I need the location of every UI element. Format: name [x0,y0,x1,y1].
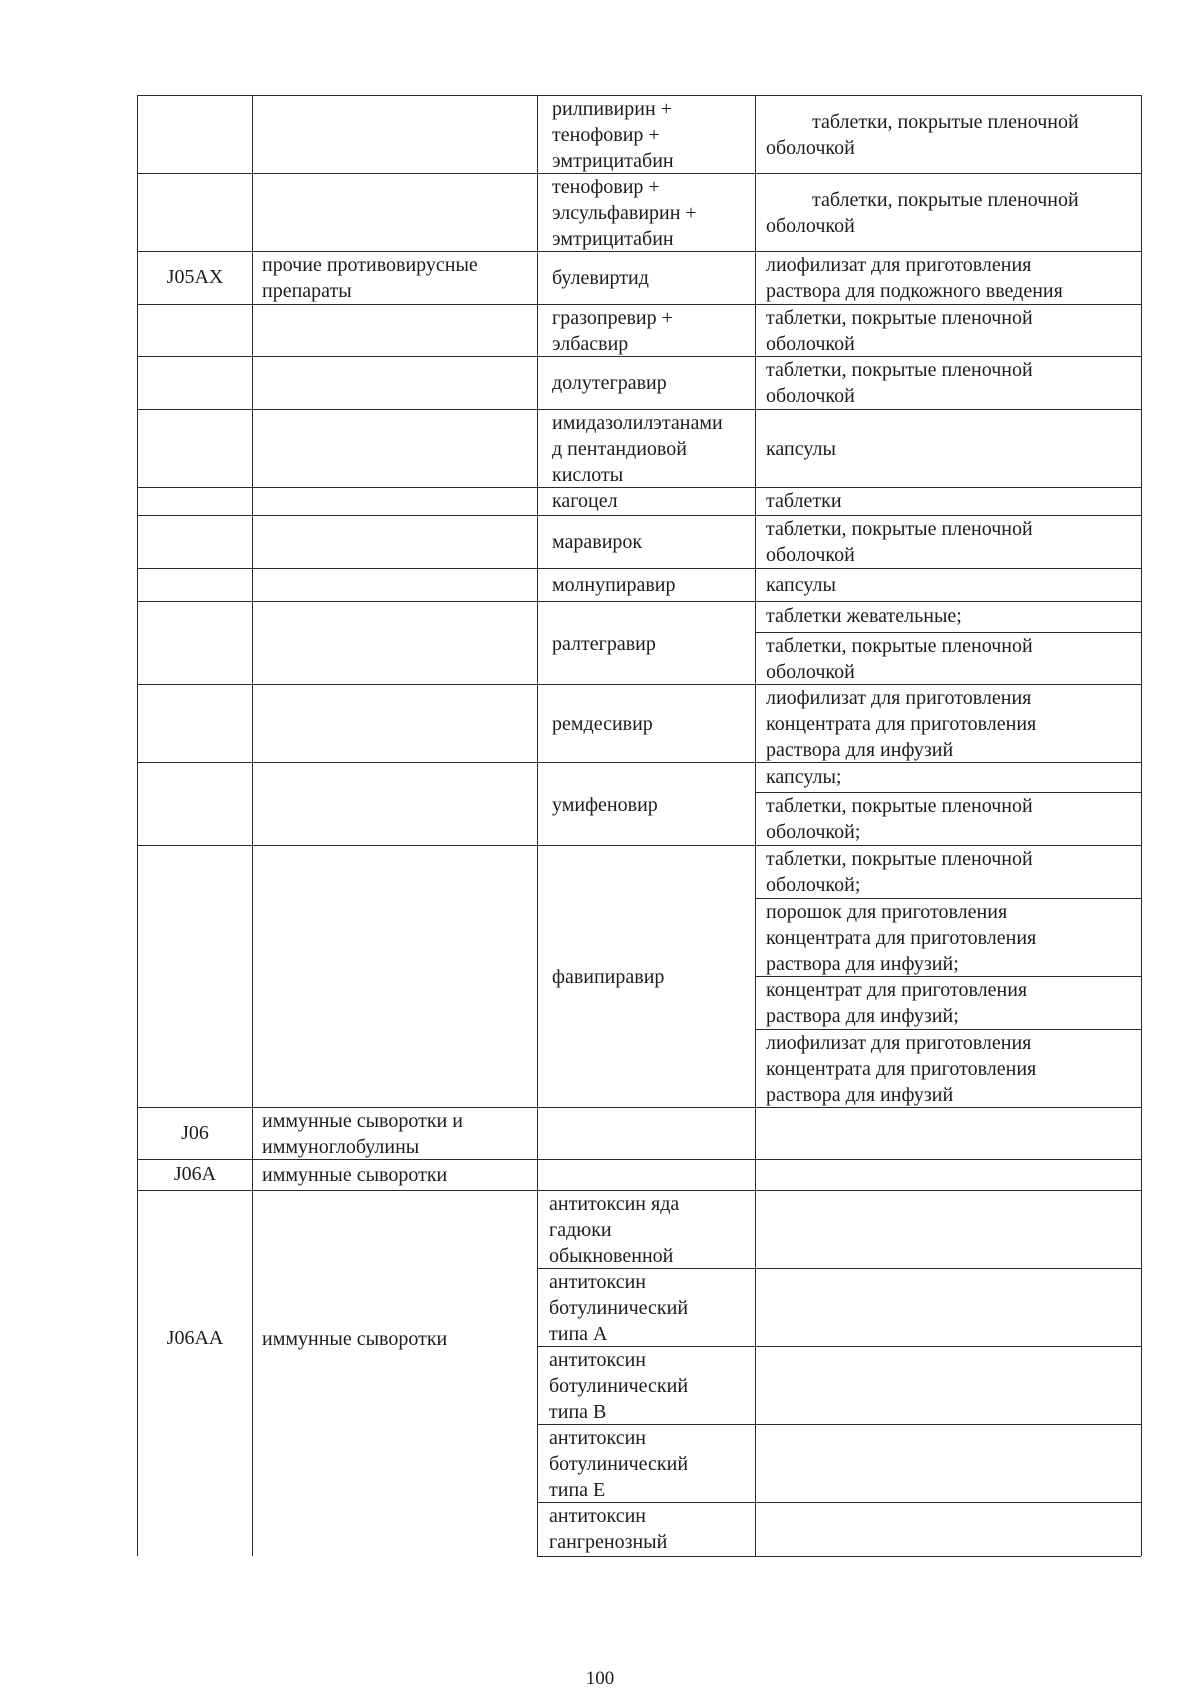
atc-code: J06A [173,1163,217,1185]
inn-cell: тенофовир + элсульфавирин + эмтрицитабин [552,176,697,250]
form-cell: капсулы [766,574,836,596]
row-border [137,601,1141,602]
form-cell: таблетки, покрытые пленочной оболочкой [766,307,1033,355]
inn-cell: антитоксин ботулинический типа В [549,1349,689,1423]
form-cell: таблетки, покрытые пленочной оболочкой; [766,848,1033,896]
inn-cell: кагоцел [552,490,618,512]
form-cell: таблетки, покрытые пленочной оболочкой; [766,795,1033,843]
column-border [537,95,538,1556]
form-cell: таблетки, покрытые пленочной оболочкой [766,189,1079,237]
form-cell: таблетки жевательные; [766,605,962,627]
form-cell: лиофилизат для приготовления концентрата для приготовления раствора для инфузий [766,1032,1037,1106]
inn-cell: долутегравир [552,372,667,394]
form-cell: капсулы [766,438,836,460]
form-cell: капсулы; [766,766,842,788]
row-border [537,1556,1141,1557]
form-cell: концентрат для приготовления раствора для инфузий; [766,979,1028,1027]
form-cell: порошок для приготовления концентрата для приготовления раствора для инфузий; [766,901,1037,975]
group-cell: прочие противовирусные препараты [262,254,478,302]
group-cell: иммунные сыворотки [262,1164,448,1186]
column-border [1141,95,1142,1556]
form-cell: таблетки, покрытые пленочной оболочкой [766,518,1033,566]
atc-code: J06 [181,1122,209,1144]
inn-cell: ралтегравир [552,633,656,655]
form-cell: таблетки, покрытые пленочной оболочкой [766,359,1033,407]
form-cell: таблетки, покрытые пленочной оболочкой [766,111,1079,159]
group-cell: иммунные сыворотки [262,1328,448,1350]
inn-cell: молнупиравир [552,574,676,596]
form-cell: таблетки [766,490,842,512]
atc-code: J05AX [166,266,224,288]
inn-cell: антитоксин гангренозный [549,1505,668,1553]
atc-code: J06AA [166,1327,224,1349]
inn-cell: имидазолилэтанами д пентандиовой кислоты [552,412,723,486]
column-border [252,95,253,1556]
form-cell: лиофилизат для приготовления концентрата для приготовления раствора для инфузий [766,687,1037,761]
inn-cell: антитоксин ботулинический типа Е [549,1427,689,1501]
inn-cell: рилпивирин + тенофовир + эмтрицитабин [552,98,674,172]
inn-cell: антитоксин ботулинический типа А [549,1271,689,1345]
group-cell: иммунные сыворотки и иммуноглобулины [262,1110,463,1158]
inn-cell: умифеновир [552,794,658,816]
form-cell: таблетки, покрытые пленочной оболочкой [766,635,1033,683]
inn-cell: маравирок [552,531,643,553]
inn-cell: булевиртид [552,267,649,289]
inn-cell: ремдесивир [552,713,653,735]
column-border [755,95,756,1556]
row-border [137,568,1141,569]
form-cell: лиофилизат для приготовления раствора для подкожного введения [766,254,1063,302]
inn-cell: фавипиравир [552,966,665,988]
page-number: 100 [585,1668,615,1689]
inn-cell: антитоксин яда гадюки обыкновенной [549,1193,680,1267]
inn-cell: гразопревир + элбасвир [552,307,673,355]
